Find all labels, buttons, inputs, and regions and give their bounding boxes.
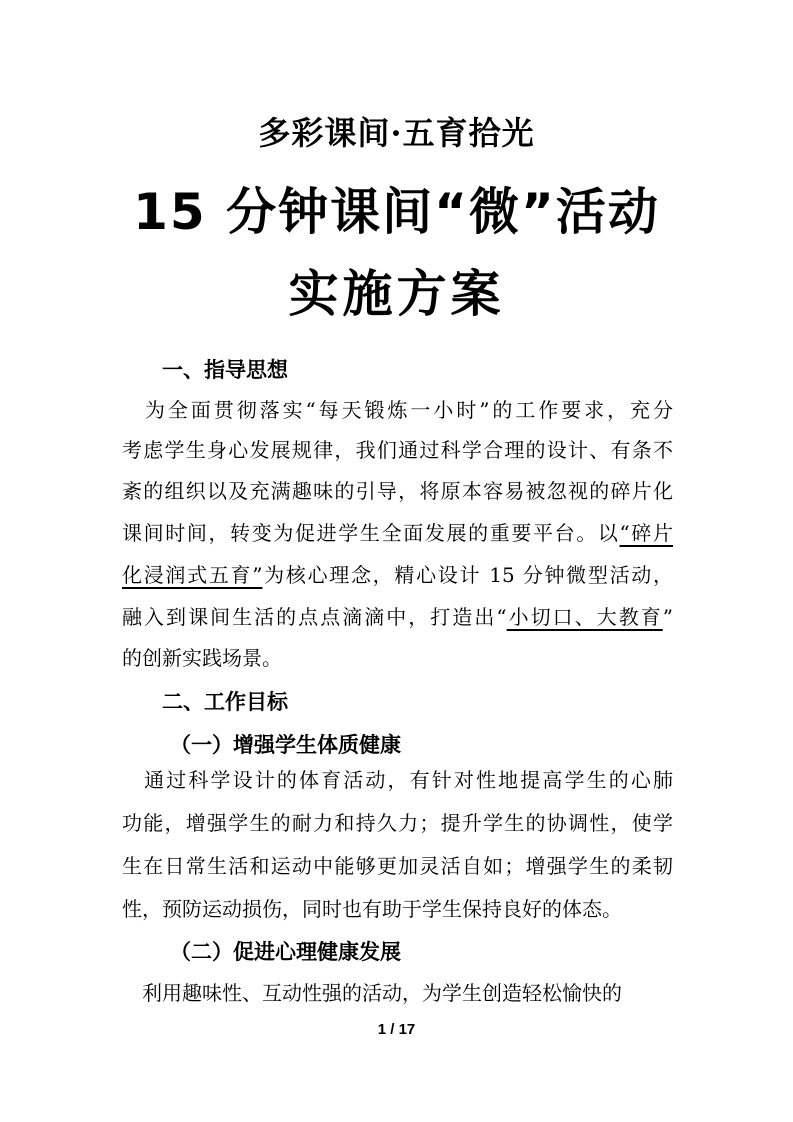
underlined-text: “碎片 xyxy=(619,521,674,545)
doc-title-line1: 多彩课间·五育拾光 xyxy=(258,114,535,152)
subsection-heading: （一）增强学生体质健康 xyxy=(170,733,401,757)
text-span: 考虑学生身心发展规律，我们通过科学合理的设计、有条不 xyxy=(122,438,673,462)
text-line xyxy=(122,853,673,879)
text-line xyxy=(122,604,673,630)
text-line xyxy=(122,520,673,546)
text-span: ” xyxy=(662,605,673,629)
text-span: 利用趣味性、互动性强的活动，为学生创造轻松愉快的 xyxy=(122,981,622,1005)
text-span: 课间时间，转变为促进学生全面发展的重要平台。以 xyxy=(122,521,620,545)
text-line xyxy=(122,478,673,504)
subsection-heading: （二）促进心理健康发展 xyxy=(170,940,401,964)
text-line xyxy=(122,980,673,1006)
underlined-text: 小切口、大教育 xyxy=(506,605,663,629)
text-span: 为全面贯彻落实“每天锻炼一小时”的工作要求，充分 xyxy=(122,398,673,422)
text-line xyxy=(122,645,673,671)
section-heading: 二、工作目标 xyxy=(162,690,288,714)
text-span: 生在日常生活和运动中能够更加灵活自如；增强学生的柔韧 xyxy=(122,854,673,878)
text-span: 融入到课间生活的点点滴滴中，打造出“ xyxy=(122,605,507,629)
text-span: 的创新实践场景。 xyxy=(122,646,282,670)
text-span: 通过科学设计的体育活动，有针对性地提高学生的心肺 xyxy=(122,768,673,792)
text-span: 紊的组织以及充满趣味的引导，将原本容易被忽视的碎片化 xyxy=(122,479,673,503)
text-line xyxy=(122,896,673,922)
text-line xyxy=(122,437,673,463)
text-span: 性，预防运动损伤，同时也有助于学生保持良好的体态。 xyxy=(122,897,622,921)
text-line xyxy=(122,562,673,588)
text-span: 功能，增强学生的耐力和持久力；提升学生的协调性，使学 xyxy=(122,811,673,835)
text-span: 为核心理念，精心设计 15 分钟微型活动， xyxy=(262,563,673,587)
text-line xyxy=(122,397,673,423)
section-heading: 一、指导思想 xyxy=(162,358,288,382)
page-number: 1 / 17 xyxy=(377,1021,416,1038)
underlined-text: 化浸润式五育” xyxy=(122,563,263,587)
text-line xyxy=(122,810,673,836)
doc-title-line3: 实施方案 xyxy=(288,265,505,323)
text-line xyxy=(122,767,673,793)
doc-title-line2: 15 分钟课间“微”活动 xyxy=(133,183,660,241)
